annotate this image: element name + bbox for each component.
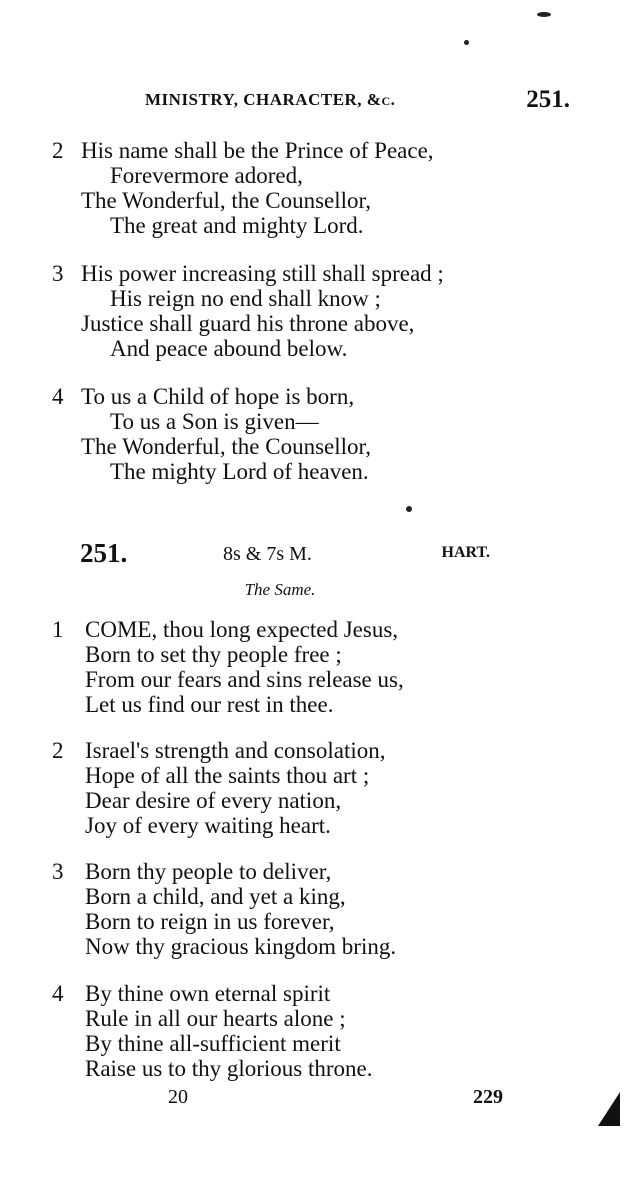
stanza-number: 2 bbox=[52, 738, 64, 763]
page-footer bbox=[168, 1086, 503, 1112]
stanza-number: 2 bbox=[52, 138, 64, 163]
verse-line: Dear desire of every nation, bbox=[85, 788, 342, 813]
prev-hymn-stanza-4 bbox=[52, 384, 522, 484]
verse-line: The Wonderful, the Counsellor, bbox=[81, 434, 371, 459]
verse-line: The great and mighty Lord. bbox=[110, 213, 364, 238]
verse-line: By thine all-sufficient merit bbox=[85, 1031, 341, 1056]
running-header bbox=[145, 86, 570, 116]
verse-line: Let us find our rest in thee. bbox=[85, 692, 334, 717]
verse-line: Justice shall guard his throne above, bbox=[81, 311, 415, 336]
verse-line: thou long expected Jesus, bbox=[157, 617, 399, 642]
running-title: MINISTRY, CHARACTER, &c. bbox=[145, 90, 396, 109]
stanza-number: 1 bbox=[52, 617, 64, 642]
stanza-number: 3 bbox=[52, 261, 64, 286]
verse-line: Hope of all the saints thou art ; bbox=[85, 763, 370, 788]
verse-line: To us a Son is given— bbox=[110, 409, 319, 434]
ink-speck bbox=[537, 12, 551, 17]
verse-line: To us a Child of hope is born, bbox=[81, 384, 355, 409]
hymn-stanza-4 bbox=[52, 981, 522, 1081]
hymn-meter: 8s & 7s M. bbox=[223, 543, 312, 565]
ink-speck bbox=[406, 506, 412, 512]
hymn-stanza-1 bbox=[52, 617, 522, 717]
verse-line: And peace abound below. bbox=[110, 336, 348, 361]
stanza-line bbox=[52, 981, 522, 1006]
prev-hymn-stanza-2 bbox=[52, 138, 522, 238]
verse-line: His name shall be the Prince of Peace, bbox=[81, 138, 434, 163]
prev-hymn-stanza-3 bbox=[52, 261, 522, 361]
page-number: 251. bbox=[526, 86, 570, 113]
ink-speck bbox=[464, 40, 469, 45]
verse-line: Born to reign in us forever, bbox=[85, 909, 335, 934]
stanza-line bbox=[52, 859, 522, 884]
verse-line: From our fears and sins release us, bbox=[85, 667, 404, 692]
verse-line: Born to set thy people free ; bbox=[85, 642, 342, 667]
verse-line: Born a child, and yet a king, bbox=[85, 884, 346, 909]
hymn-number: 251. bbox=[80, 538, 128, 568]
initial-word: COME, bbox=[85, 617, 158, 642]
verse-line: The Wonderful, the Counsellor, bbox=[81, 188, 371, 213]
stanza-number: 3 bbox=[52, 859, 64, 884]
verse-line: Joy of every waiting heart. bbox=[85, 813, 331, 838]
hymn-author: HART. bbox=[441, 544, 490, 561]
verse-line: His reign no end shall know ; bbox=[110, 286, 381, 311]
stanza-line bbox=[52, 738, 522, 763]
verse-line: By thine own eternal spirit bbox=[85, 981, 331, 1006]
verse-line: Raise us to thy glorious throne. bbox=[85, 1056, 373, 1081]
hymn-stanza-3 bbox=[52, 859, 522, 959]
stanza-line bbox=[52, 384, 522, 409]
verse-line: Forevermore adored, bbox=[110, 163, 303, 188]
verse-line: His power increasing still shall spread ; bbox=[81, 261, 444, 286]
hymn-stanza-2 bbox=[52, 738, 522, 838]
verse-line: Israel's strength and consolation, bbox=[85, 738, 386, 763]
hymn-subtitle: The Same. bbox=[244, 580, 316, 599]
stanza-number: 4 bbox=[52, 981, 64, 1006]
stanza-line bbox=[52, 617, 522, 642]
signature-mark: 20 bbox=[168, 1086, 188, 1108]
page-edge-mark bbox=[598, 1092, 620, 1126]
verse-line: Now thy gracious kingdom bring. bbox=[85, 934, 397, 959]
verse-line: Born thy people to deliver, bbox=[85, 859, 332, 884]
stanza-line bbox=[52, 138, 522, 163]
stanza-line bbox=[52, 261, 522, 286]
hymn-heading bbox=[80, 538, 490, 572]
verse-line: The mighty Lord of heaven. bbox=[110, 459, 369, 484]
catch-number: 229 bbox=[473, 1086, 503, 1108]
stanza-number: 4 bbox=[52, 384, 64, 409]
verse-line: Rule in all our hearts alone ; bbox=[85, 1006, 346, 1031]
